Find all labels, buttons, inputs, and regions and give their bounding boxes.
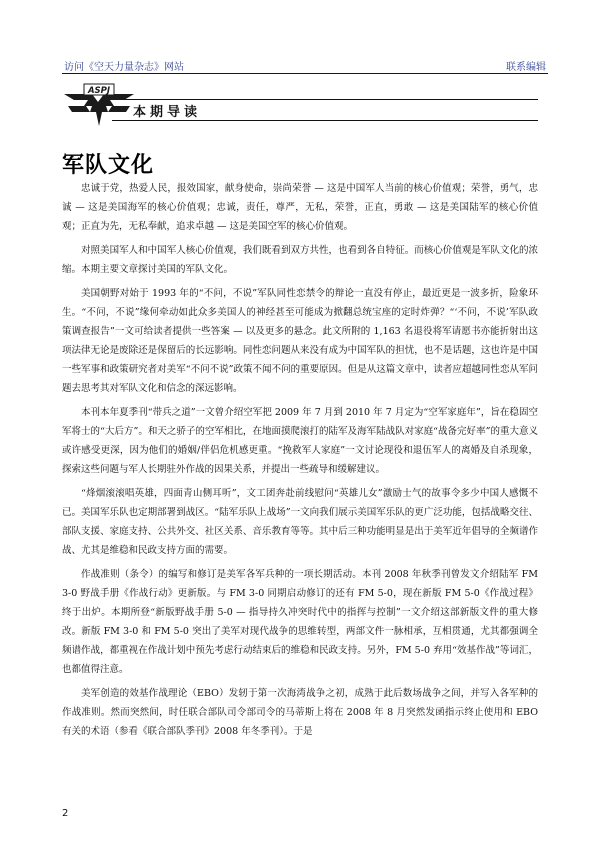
logo-text: ASPJ: [87, 86, 111, 96]
paragraph: 美国朝野对始于 1993 年的“不问，不说”军队同性恋禁令的辩论一直没有停止，最近更是一波多折，险象环生。“不问，不说”缘何牵动如此众多美国人的神经甚至可能成为掀翻总统宝座的定时炸弹？“‘不问，不说’军队政策调查报告”一文可给读者提供一些答案 — 以及更多的悬念。此文所附的 1,163 名退役将军请愿书亦能折射出这项法律无论是废除还是保留后的长远影响。同性恋问题从来没有成为中国军队的担忧，也不是话题，这也许是中国一些军事和政策研究者对美军“不问不说”政策不闻不问的重要原因。但是从这篇文章中，读者应超越同性恋从军问题去思考其对军队文化和信念的深远影响。: [62, 288, 538, 394]
header-divider: [62, 73, 548, 74]
paragraph: “烽烟滚滚唱英雄，四面青山侧耳听”，文工团奔赴前线慰问“英雄儿女”激励士气的故事令多少中国人感慨不已。美国军乐队也定期部署到战区。“陆军乐队上战场”一文向我们展示美国军乐队的更广泛功能，包括战略交往、部队支援、家庭支持、公共外交、社区关系、音乐教育等等。其中后三种功能明显是出于美军近年倡导的全频谱作战、尤其是维稳和民政支持方面的需要。: [62, 488, 538, 556]
column-title: 本期导读: [133, 105, 202, 120]
article-body: [62, 179, 538, 746]
paragraph: 忠诚于党，热爱人民，报效国家，献身使命，崇尚荣誉 — 这是中国军人当前的核心价值观；荣誉，勇气，忠诚 — 这是美国海军的核心价值观；忠诚，责任，尊严，无私，荣誉，正直，勇敢 — 这是美国陆军的核心价值观；正直为先，无私奉献，追求卓越 — 这是美国空军的核心价值观。: [62, 183, 538, 232]
contact-editor-link[interactable]: 联系编辑: [506, 62, 546, 73]
paragraph: 本刊本年夏季刊“带兵之道”一文曾介绍空军把 2009 年 7 月到 2010 年 7 月定为“空军家庭年”，旨在稳固空军将士的“大后方”。和天之骄子的空军相比，在地面摸爬滚打的陆军及海军陆战队对家庭“战备完好率”的重大意义或许感受更深，因为他们的婚姻/伴侣危机感更重。“挽救军人家庭”一文讨论现役和退伍军人的离婚及自杀现象，探索这些问题与军人长期驻外作战的因果关系，并提出一些疏导和缓解建议。: [62, 407, 538, 475]
visit-journal-website-link[interactable]: 访问《空天力量杂志》网站: [64, 62, 184, 73]
paragraph: 美军创造的效基作战理论（EBO）发轫于第一次海湾战争之初，成熟于此后数场战争之间，并写入各军种的作战准则。然而突然间，时任联合部队司令部司令的马蒂斯上将在 2008 年 8 月突然发函指示终止使用和 EBO 有关的术语（参看《联合部队季刊》2008 年冬季刊）。于是: [62, 688, 538, 737]
paragraph: 作战准则（条令）的编写和修订是美军各军兵种的一项长期活动。本刊 2008 年秋季刊曾发文介绍陆军 FM 3-0 野战手册《作战行动》更新版。与 FM 3-0 同期启动修订的还有 FM 5-0，现在新版 FM 5-0《作战过程》终于出炉。本期所登“新版野战手册 5-0 — 指导持久冲突时代中的指挥与控制”一文介绍这部新版文件的重大修改。新版 FM 3-0 和 FM 5-0 突出了美军对现代战争的思维转型，两部文件一脉相承，互相贯通，尤其都强调全频谱作战，都重视在作战计划中预先考虑行动结束后的维稳和民政支持。另外，FM 5-0 弃用“效基作战”等词汇，也都值得注意。: [62, 569, 538, 675]
article-title: 军队文化: [62, 153, 155, 178]
aspj-wings-logo: [62, 82, 136, 130]
paragraph: 对照美国军人和中国军人核心价值观，我们既看到双方共性，也看到各自特征。而核心价值观是军队文化的浓缩。本期主要文章探讨美国的军队文化。: [62, 245, 538, 275]
page-number: 2: [62, 808, 69, 819]
